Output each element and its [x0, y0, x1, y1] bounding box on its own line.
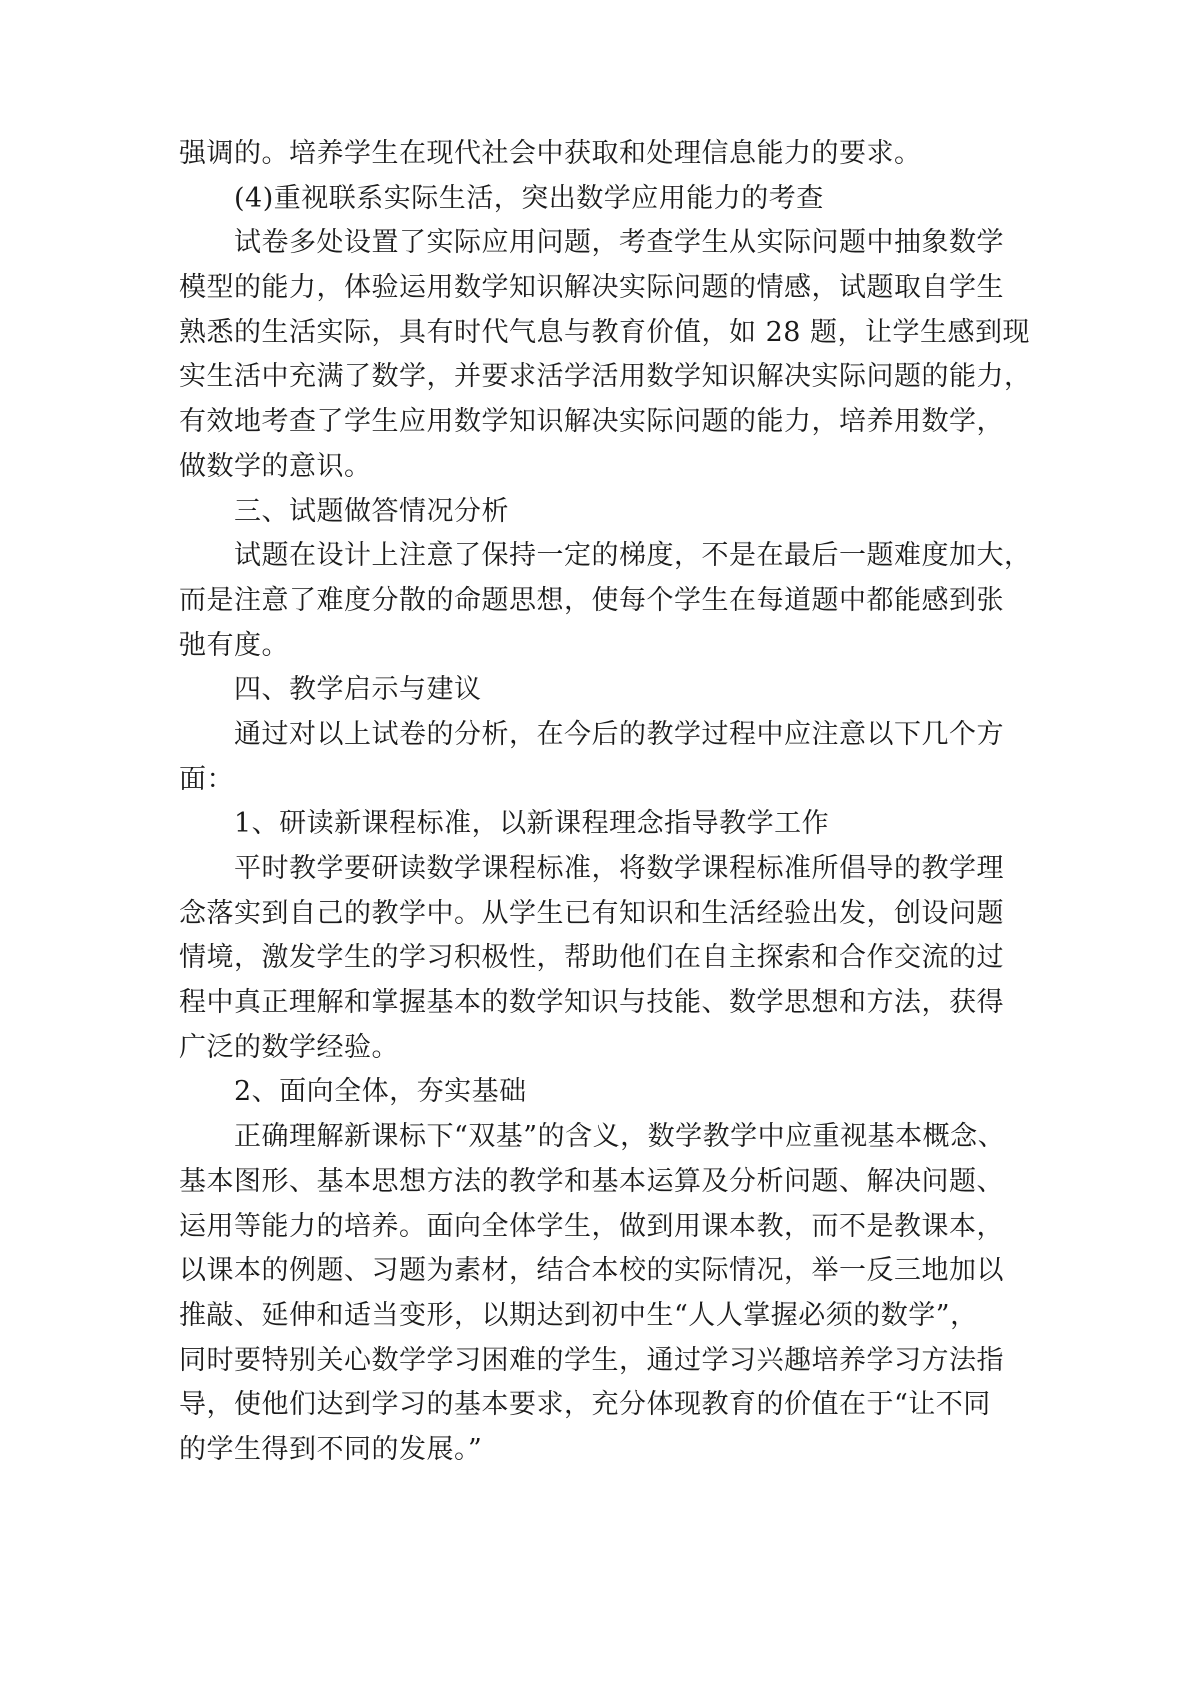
- section-heading: (4)重视联系实际生活，突出数学应用能力的考查: [234, 182, 824, 214]
- text-line: 试题在设计上注意了保持一定的梯度，不是在最后一题难度加大，: [234, 540, 1032, 572]
- text-line: 弛有度。: [179, 629, 289, 661]
- section-heading: 三、试题做答情况分析: [234, 495, 509, 527]
- text-line: 同时要特别关心数学学习困难的学生，通过学习兴趣培养学习方法指: [179, 1344, 1004, 1376]
- text-line: 强调的。培养学生在现代社会中获取和处理信息能力的要求。: [179, 138, 922, 169]
- text-line: 念落实到自己的教学中。从学生已有知识和生活经验出发，创设问题: [179, 897, 1004, 929]
- section-heading: 1、研读新课程标准，以新课程理念指导教学工作: [234, 808, 830, 840]
- text-line: 的学生得到不同的发展。”: [179, 1433, 483, 1465]
- text-line: 而是注意了难度分散的命题思想，使每个学生在每道题中都能感到张: [179, 584, 1004, 616]
- text-line: 通过对以上试卷的分析，在今后的教学过程中应注意以下几个方: [234, 718, 1004, 750]
- text-line: 正确理解新课标下“双基”的含义，数学教学中应重视基本概念、: [234, 1121, 1006, 1153]
- text-line: 熟悉的生活实际，具有时代气息与教育价值，如 28 题，让学生感到现: [179, 316, 1031, 348]
- text-line: 以课本的例题、习题为素材，结合本校的实际情况，举一反三地加以: [179, 1255, 1004, 1287]
- section-heading: 四、教学启示与建议: [234, 674, 482, 706]
- text-line: 情境，激发学生的学习积极性，帮助他们在自主探索和合作交流的过: [179, 942, 1004, 974]
- text-line: 面：: [179, 763, 234, 795]
- text-line: 导，使他们达到学习的基本要求，充分体现教育的价值在于“让不同: [179, 1389, 991, 1421]
- text-line: 有效地考查了学生应用数学知识解决实际问题的能力，培养用数学，: [179, 406, 1004, 438]
- text-line: 做数学的意识。: [179, 450, 372, 482]
- text-line: 平时教学要研读数学课程标准，将数学课程标准所倡导的教学理: [234, 853, 1004, 884]
- text-line: 试卷多处设置了实际应用问题，考查学生从实际问题中抽象数学: [234, 227, 1004, 259]
- text-line: 推敲、延伸和适当变形，以期达到初中生“人人掌握必须的数学”，: [179, 1299, 978, 1331]
- section-heading: 2、面向全体，夯实基础: [234, 1076, 527, 1108]
- text-line: 运用等能力的培养。面向全体学生，做到用课本教，而不是教课本，: [179, 1210, 1004, 1242]
- text-line: 模型的能力，体验运用数学知识解决实际问题的情感，试题取自学生: [179, 272, 1004, 304]
- text-line: 实生活中充满了数学，并要求活学活用数学知识解决实际问题的能力，: [179, 361, 1032, 393]
- text-line: 程中真正理解和掌握基本的数学知识与技能、数学思想和方法，获得: [179, 987, 1004, 1019]
- text-line: 广泛的数学经验。: [179, 1031, 399, 1063]
- document-body: [179, 132, 1032, 1473]
- text-line: 基本图形、基本思想方法的教学和基本运算及分析问题、解决问题、: [179, 1165, 1004, 1197]
